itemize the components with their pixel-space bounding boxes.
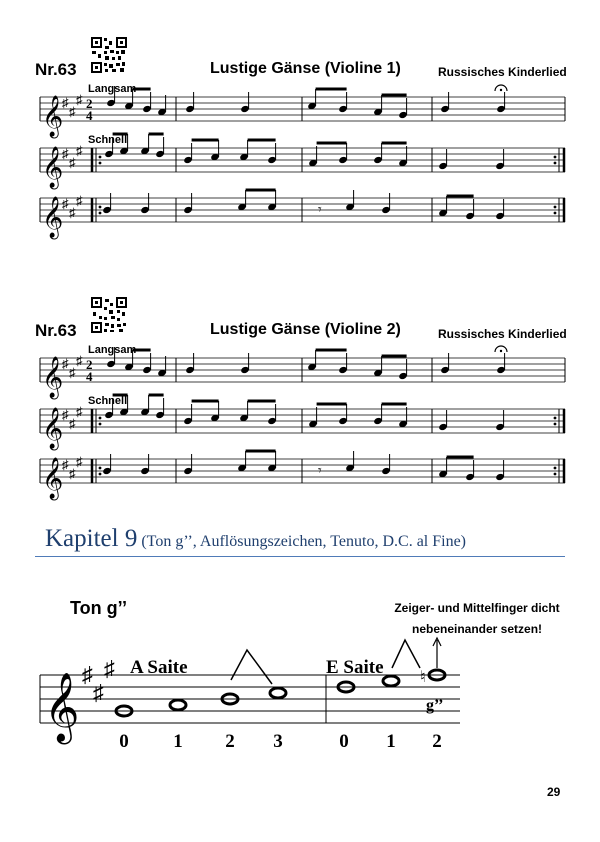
key-signature [82, 656, 115, 705]
svg-text:♯: ♯ [76, 454, 83, 469]
natural-sign-icon: ♮ [420, 669, 426, 686]
svg-text:♯: ♯ [76, 143, 83, 158]
svg-text:♯: ♯ [82, 662, 93, 687]
svg-text:♯: ♯ [62, 407, 69, 422]
tone-staff [0, 620, 600, 760]
svg-text:♯: ♯ [76, 404, 83, 419]
treble-clef-icon: 𝄞 [42, 147, 64, 187]
tone-heading: Ton g’’ [70, 598, 127, 618]
svg-text:♯: ♯ [62, 95, 69, 110]
chapter-rule [35, 556, 565, 557]
svg-text:♯: ♯ [76, 193, 83, 208]
staff-line-group [40, 346, 565, 399]
piece-origin: Russisches Kinderlied [438, 65, 567, 79]
arrow-up-icon [433, 638, 441, 668]
svg-text:♯: ♯ [93, 680, 104, 705]
piece-number: Nr.63 [35, 321, 77, 340]
svg-text:0: 0 [119, 731, 129, 752]
svg-text:♯: ♯ [76, 353, 83, 368]
chapter-title: Kapitel 9 [45, 525, 138, 552]
treble-clef-icon: 𝄞 [42, 357, 64, 397]
svg-text:♯: ♯ [69, 155, 76, 170]
g-note-label: g’’ [426, 697, 444, 714]
treble-clef-icon: 𝄞 [42, 408, 64, 448]
svg-text:1: 1 [386, 731, 396, 752]
tempo-marking: Langsam [88, 83, 137, 95]
svg-text:2: 2 [432, 731, 442, 752]
time-signature: 2 [86, 96, 93, 111]
piece-number: Nr.63 [35, 60, 77, 79]
staff-line-group [40, 395, 565, 450]
svg-text:2: 2 [225, 731, 235, 752]
svg-text:♯: ♯ [62, 457, 69, 472]
chapter-heading [45, 525, 466, 553]
tempo-marking: Schnell [88, 134, 128, 146]
svg-text:♯: ♯ [76, 92, 83, 107]
piece-title: Lustige Gänse (Violine 1) [210, 60, 401, 77]
svg-text:3: 3 [273, 731, 283, 752]
svg-text:♯: ♯ [69, 416, 76, 431]
chapter-subtitle: (Ton g’’, Auflösungszeichen, Tenuto, D.C. al Fine) [141, 533, 467, 550]
piece-origin: Russisches Kinderlied [438, 327, 567, 341]
treble-clef-icon: 𝄞 [42, 197, 64, 237]
svg-text:♯: ♯ [69, 365, 76, 380]
treble-clef-icon: 𝄞 [42, 96, 64, 136]
svg-text:♯: ♯ [69, 205, 76, 220]
e-string-label: E Saite [326, 657, 384, 678]
piece-title: Lustige Gänse (Violine 2) [210, 321, 401, 338]
svg-text:1: 1 [173, 731, 183, 752]
svg-text:𝄾: 𝄾 [318, 464, 322, 479]
page-number: 29 [547, 785, 561, 799]
treble-clef-icon: 𝄞 [42, 458, 64, 498]
fingerings [119, 731, 442, 752]
svg-text:𝄾: 𝄾 [318, 203, 322, 218]
svg-text:♯: ♯ [104, 656, 115, 681]
time-signature: 4 [86, 108, 93, 123]
finger-note: Zeiger- und Mittelfinger dicht nebeneinander setzen! [394, 601, 560, 636]
svg-text:♯: ♯ [62, 146, 69, 161]
treble-clef-icon: 𝄞 [44, 674, 80, 740]
svg-text:♯: ♯ [69, 466, 76, 481]
a-string-label: A Saite [130, 657, 188, 678]
svg-text:♯: ♯ [62, 196, 69, 211]
svg-text:♯: ♯ [69, 104, 76, 119]
tempo-marking: Langsam [88, 344, 137, 356]
staff-line-group [40, 451, 565, 500]
time-signature: 2 [86, 357, 93, 372]
svg-text:♯: ♯ [62, 356, 69, 371]
tempo-marking: Schnell [88, 395, 128, 407]
time-signature: 4 [86, 369, 93, 384]
svg-text:0: 0 [339, 731, 349, 752]
